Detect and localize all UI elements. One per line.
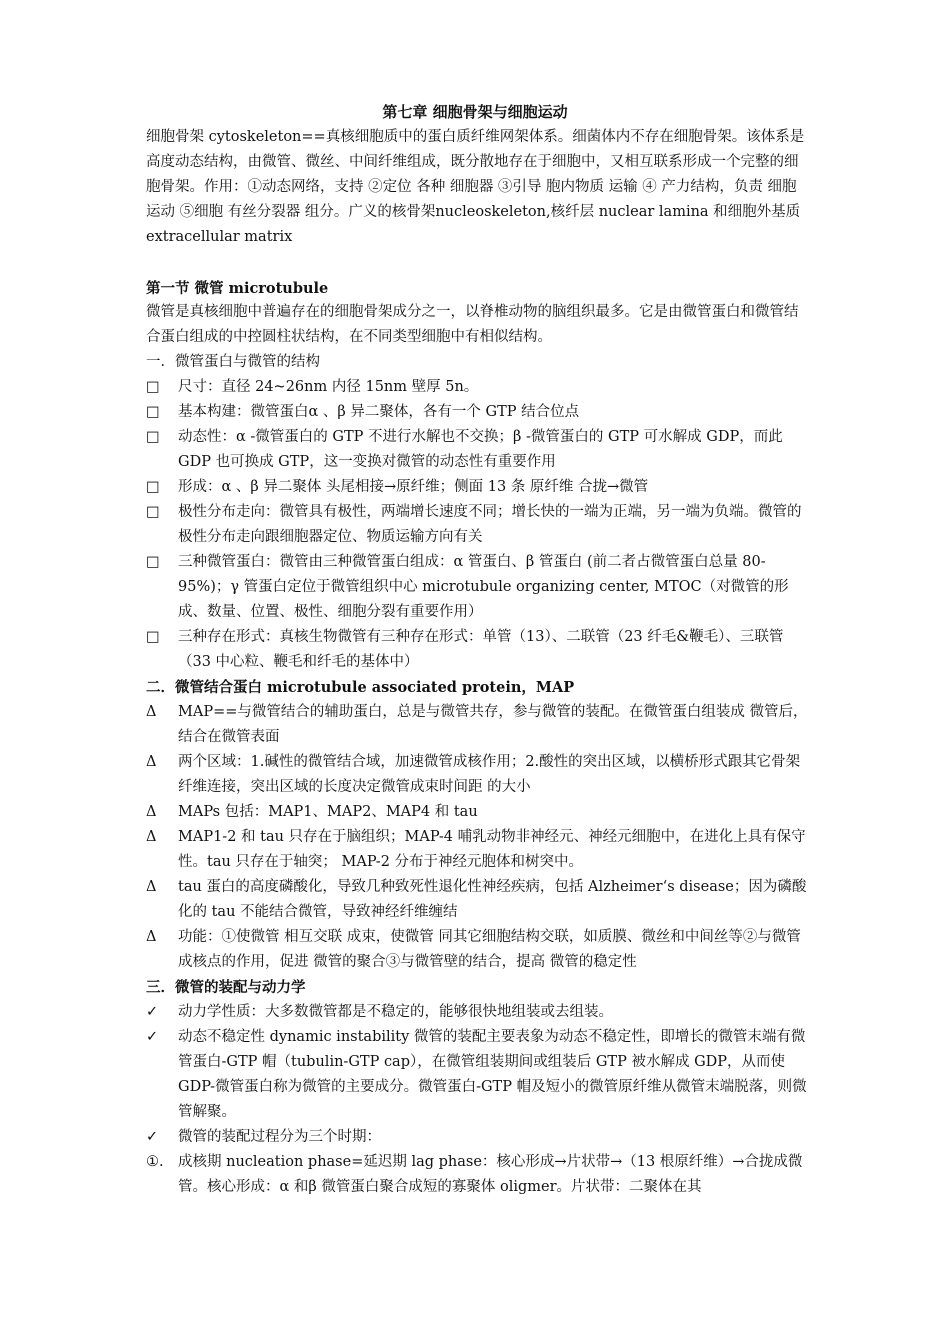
- subsection-heading-map: 二．微管结合蛋白 microtubule associated protein，MAP: [146, 679, 575, 696]
- list-item: [146, 375, 810, 400]
- list-item: [146, 800, 810, 825]
- list-item-text: 三种微管蛋白：微管由三种微管蛋白组成：α 管蛋白、β 管蛋白 (前二者占微管蛋白总量 80-95%)；γ 管蛋白定位于微管组织中心 microtubule organizing center, MTOC（对微管的形成、数量、位置、极性、细胞分裂有重要作用）: [178, 554, 789, 620]
- list-item: [146, 1125, 810, 1150]
- list-item-text: 三种存在形式：真核生物微管有三种存在形式：单管（13）、二联管（23 纤毛&鞭毛）、三联管（33 中心粒、鞭毛和纤毛的基体中）: [178, 629, 784, 670]
- list-item-text: 动态性：α -微管蛋白的 GTP 不进行水解也不交换；β -微管蛋白的 GTP 可水解成 GDP，而此 GDP 也可换成 GTP，这一变换对微管的动态性有重要作用: [178, 429, 783, 470]
- list-item-text: MAPs 包括：MAP1、MAP2、MAP4 和 tau: [178, 804, 478, 820]
- section-heading: 第一节 微管 microtubule: [146, 280, 329, 297]
- delta-bullet: Δ: [146, 704, 157, 720]
- checkbox-bullet: □: [146, 629, 160, 645]
- checkbox-bullet: □: [146, 479, 160, 495]
- list-item-text: tau 蛋白的高度磷酸化，导致几种致死性退化性神经疾病，包括 Alzheimer‘s disease；因为磷酸化的 tau 不能结合微管，导致神经纤维缠结: [178, 879, 807, 920]
- list-item: [146, 400, 810, 425]
- list-item-text: 微管的装配过程分为三个时期：: [178, 1129, 381, 1145]
- subsection-heading-assembly: 三．微管的装配与动力学: [146, 979, 306, 996]
- list-item-text: 两个区域：1.碱性的微管结合域，加速微管成核作用；2.酸性的突出区域，以横桥形式跟其它骨架纤维连接，突出区域的长度决定微管成束时间距 的大小: [178, 754, 801, 795]
- list-item: [146, 825, 810, 875]
- list-item-text: 成核期 nucleation phase=延迟期 lag phase：核心形成→片状带→（13 根原纤维）→合拢成微管。核心形成：α 和β 微管蛋白聚合成短的寡聚体 oligmer。片状带：二聚体在其: [178, 1154, 803, 1195]
- list-item-text: 尺寸：直径 24~26nm 内径 15nm 壁厚 5n。: [178, 379, 479, 395]
- list-item: [146, 925, 810, 975]
- list-item: [146, 500, 810, 550]
- list-item-text: 基本构建：微管蛋白α 、β 异二聚体，各有一个 GTP 结合位点: [178, 404, 580, 420]
- list-item: [146, 1000, 810, 1025]
- checkbox-bullet: □: [146, 429, 160, 445]
- list-item: [146, 625, 810, 675]
- list-item-text: 动态不稳定性 dynamic instability 微管的装配主要表象为动态不稳定性，即增长的微管末端有微管蛋白-GTP 帽（tubulin-GTP cap），在微管组装期间或组装后 GTP 被水解成 GDP，从而使 GDP-微管蛋白称为微管的主要成分。微管蛋白-GTP 帽及短小的微管原纤维从微管末端脱落，则微管解聚。: [178, 1029, 807, 1120]
- delta-bullet: Δ: [146, 754, 157, 770]
- delta-bullet: Δ: [146, 804, 157, 820]
- list-item: [146, 875, 810, 925]
- checkbox-bullet: □: [146, 379, 160, 395]
- list-item-text: 动力学性质：大多数微管都是不稳定的，能够很快地组装或去组装。: [178, 1004, 613, 1020]
- checkmark-bullet: ✓: [146, 1029, 159, 1045]
- list-item: [146, 550, 810, 625]
- checkbox-bullet: □: [146, 554, 160, 570]
- subsection-heading-structure: 一．微管蛋白与微管的结构: [146, 354, 320, 370]
- intro-paragraph: 细胞骨架 cytoskeleton==真核细胞质中的蛋白质纤维网架体系。细菌体内不存在细胞骨架。该体系是高度动态结构，由微管、微丝、中间纤维组成，既分散地存在于细胞中，又相互联系形成一个完整的细胞骨架。作用：①动态网络，支持 ②定位 各种 细胞器 ③引导 胞内物质 运输 ④ 产力结构，负责 细胞运动 ⑤细胞 有丝分裂器 组分。广义的核骨架nucleoskeleton,核纤层 nuclear lamina 和细胞外基质 extracellular matrix: [146, 129, 805, 245]
- list-item-text: 功能：①使微管 相互交联 成束，使微管 同其它细胞结构交联，如质膜、微丝和中间丝等②与微管成核点的作用，促进 微管的聚合③与微管壁的结合，提高 微管的稳定性: [178, 929, 801, 970]
- delta-bullet: Δ: [146, 929, 157, 945]
- checkbox-bullet: □: [146, 404, 160, 420]
- list-item: [146, 1150, 810, 1200]
- numbered-bullet: ①.: [146, 1154, 164, 1170]
- section-intro-paragraph: 微管是真核细胞中普遍存在的细胞骨架成分之一，以脊椎动物的脑组织最多。它是由微管蛋白和微管结合蛋白组成的中控圆柱状结构，在不同类型细胞中有相似结构。: [146, 304, 799, 345]
- list-item-text: 形成：α 、β 异二聚体 头尾相接→原纤维；侧面 13 条 原纤维 合拢→微管: [178, 479, 649, 495]
- list-item-text: 极性分布走向：微管具有极性，两端增长速度不同；增长快的一端为正端，另一端为负端。微管的极性分布走向跟细胞器定位、物质运输方向有关: [178, 504, 802, 545]
- list-item: [146, 750, 810, 800]
- delta-bullet: Δ: [146, 879, 157, 895]
- list-item: [146, 700, 810, 750]
- list-item-text: MAP==与微管结合的辅助蛋白，总是与微管共存，参与微管的装配。在微管蛋白组装成 微管后，结合在微管表面: [178, 704, 808, 745]
- delta-bullet: Δ: [146, 829, 157, 845]
- list-item: [146, 1025, 810, 1125]
- list-item-text: MAP1-2 和 tau 只存在于脑组织；MAP-4 哺乳动物非神经元、神经元细胞中，在进化上具有保守性。tau 只存在于轴突； MAP-2 分布于神经元胞体和树突中。: [178, 829, 806, 870]
- checkmark-bullet: ✓: [146, 1004, 159, 1020]
- list-item: [146, 425, 810, 475]
- checkbox-bullet: □: [146, 504, 160, 520]
- checkmark-bullet: ✓: [146, 1129, 159, 1145]
- list-item: [146, 475, 810, 500]
- chapter-title: 第七章 细胞骨架与细胞运动: [382, 103, 568, 121]
